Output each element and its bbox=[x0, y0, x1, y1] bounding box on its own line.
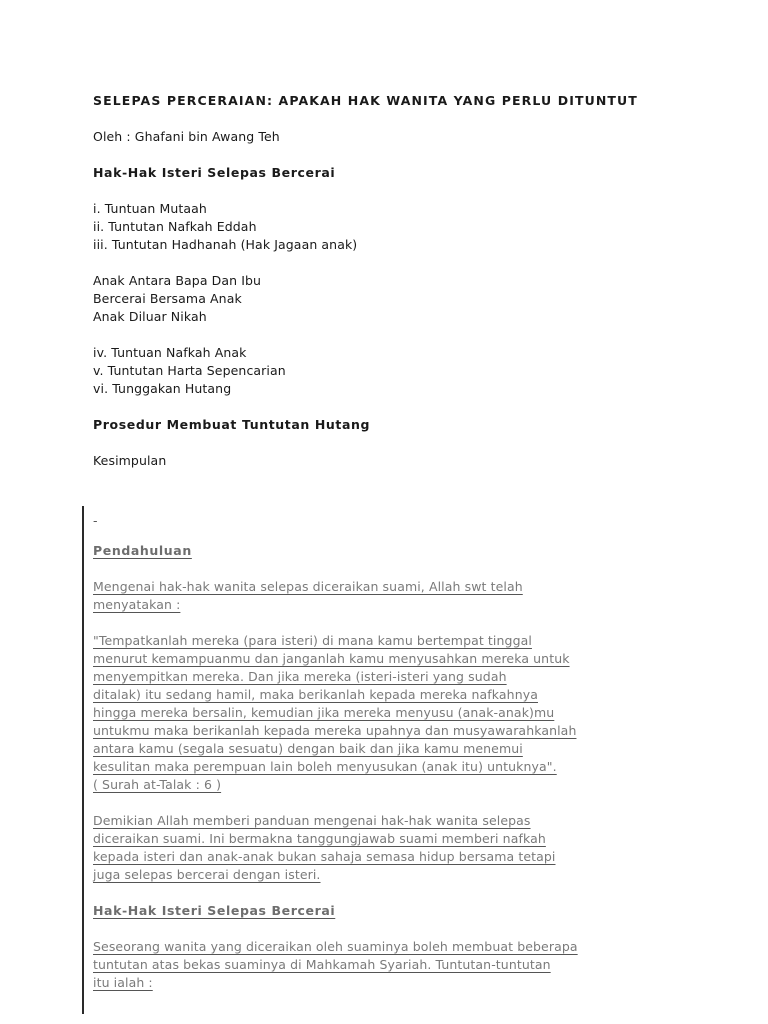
intro-heading: Pendahuluan bbox=[93, 543, 192, 558]
toc-sub-item: Anak Diluar Nikah bbox=[93, 309, 207, 324]
conclusion-label: Kesimpulan bbox=[93, 453, 167, 468]
document-title: SELEPAS PERCERAIAN: APAKAH HAK WANITA YANG PERLU DITUNTUT bbox=[93, 93, 638, 108]
toc-heading: Hak-Hak Isteri Selepas Bercerai bbox=[93, 165, 336, 180]
dash-marker: - bbox=[93, 513, 98, 528]
procedure-heading: Prosedur Membuat Tuntutan Hutang bbox=[93, 417, 371, 432]
toc-item: i. Tuntuan Mutaah bbox=[93, 201, 207, 216]
quote-line: antara kamu (segala sesuatu) dengan baik dan jika kamu menemui bbox=[93, 741, 523, 756]
rights-line: itu ialah : bbox=[93, 975, 153, 990]
intro-paragraph-line: menyatakan : bbox=[93, 597, 181, 612]
guidance-line: juga selepas bercerai dengan isteri. bbox=[93, 867, 321, 882]
quote-line: hingga mereka bersalin, kemudian jika mereka menyusu (anak-anak)mu bbox=[93, 705, 555, 720]
toc-item: iii. Tuntutan Hadhanah (Hak Jagaan anak) bbox=[93, 237, 358, 252]
quote-citation: ( Surah at-Talak : 6 ) bbox=[93, 777, 222, 792]
quote-line: "Tempatkanlah mereka (para isteri) di mana kamu bertempat tinggal bbox=[93, 633, 532, 648]
quote-line: untukmu maka berikanlah kepada mereka upahnya dan musyawarahkanlah bbox=[93, 723, 577, 738]
revision-margin-bar bbox=[82, 506, 84, 1014]
toc-item: v. Tuntutan Harta Sepencarian bbox=[93, 363, 286, 378]
rights-line: Seseorang wanita yang diceraikan oleh suaminya boleh membuat beberapa bbox=[93, 939, 578, 954]
toc-sub-item: Bercerai Bersama Anak bbox=[93, 291, 242, 306]
toc-item: iv. Tuntuan Nafkah Anak bbox=[93, 345, 247, 360]
intro-paragraph-line: Mengenai hak-hak wanita selepas diceraikan suami, Allah swt telah bbox=[93, 579, 523, 594]
guidance-line: Demikian Allah memberi panduan mengenai hak-hak wanita selepas bbox=[93, 813, 531, 828]
quote-line: kesulitan maka perempuan lain boleh menyusukan (anak itu) untuknya". bbox=[93, 759, 557, 774]
rights-line: tuntutan atas bekas suaminya di Mahkamah Syariah. Tuntutan-tuntutan bbox=[93, 957, 551, 972]
quote-line: menyempitkan mereka. Dan jika mereka (isteri-isteri yang sudah bbox=[93, 669, 507, 684]
guidance-line: diceraikan suami. Ini bermakna tanggungjawab suami memberi nafkah bbox=[93, 831, 546, 846]
guidance-line: kepada isteri dan anak-anak bukan sahaja semasa hidup bersama tetapi bbox=[93, 849, 556, 864]
toc-item: vi. Tunggakan Hutang bbox=[93, 381, 232, 396]
toc-sub-item: Anak Antara Bapa Dan Ibu bbox=[93, 273, 262, 288]
quote-line: ditalak) itu sedang hamil, maka berikanlah kepada mereka nafkahnya bbox=[93, 687, 538, 702]
rights-heading: Hak-Hak Isteri Selepas Bercerai bbox=[93, 903, 336, 918]
toc-item: ii. Tuntutan Nafkah Eddah bbox=[93, 219, 257, 234]
author-line: Oleh : Ghafani bin Awang Teh bbox=[93, 129, 280, 144]
quote-line: menurut kemampuanmu dan janganlah kamu menyusahkan mereka untuk bbox=[93, 651, 570, 666]
